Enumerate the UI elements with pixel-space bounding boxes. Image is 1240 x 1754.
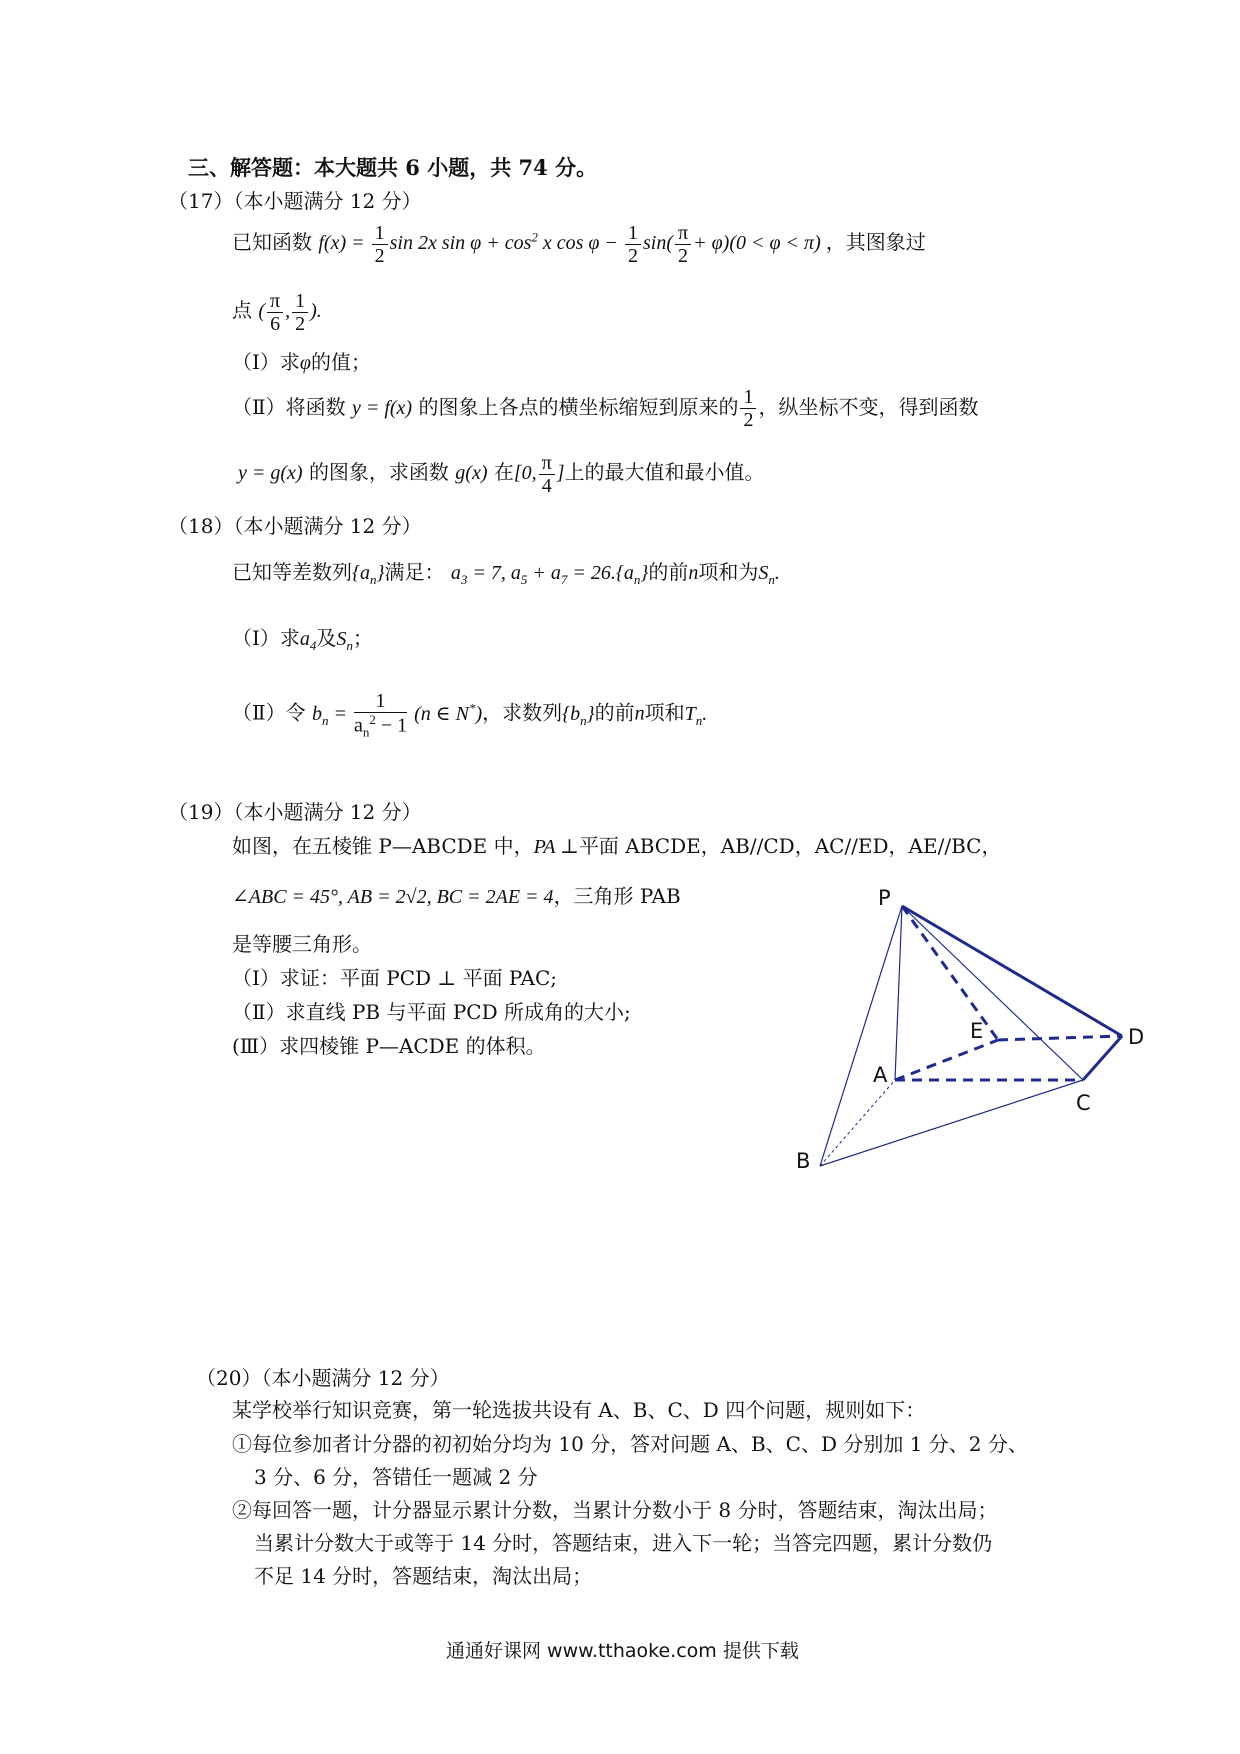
q20-rule2-line1: ②每回答一题，计分器显示累计分数，当累计分数小于 8 分时，答题结束，淘汰出局； bbox=[232, 1498, 998, 1522]
q17-part2-interval: [0, $\frac{\pi}{4}$ ] bbox=[513, 452, 565, 497]
q17-part2-y-eq-fx: y = f(x) bbox=[351, 397, 413, 419]
q17-part2-line1: （Ⅱ）将函数 y = f(x) 的图象上各点的横坐标缩短到原来的 $\frac{1}{2}$ ，纵坐标不变，得到函数 bbox=[232, 386, 979, 431]
q17-part2-c: ，纵坐标不变，得到函数 bbox=[758, 395, 979, 419]
q17-part2-d: 的图象，求函数 bbox=[308, 460, 449, 485]
edge-pa bbox=[895, 906, 902, 1080]
edge-bc bbox=[820, 1080, 1083, 1166]
q17-part2-y-eq-gx: y = g(x) bbox=[238, 462, 303, 485]
q17-header: （17）（本小题满分 12 分） bbox=[168, 189, 422, 213]
q19-intro bbox=[232, 834, 1001, 860]
q17-part1-prefix: （Ⅰ）求 bbox=[232, 350, 300, 374]
q17-part2-a: （Ⅱ）将函数 bbox=[232, 395, 346, 419]
label-d: D bbox=[1128, 1025, 1145, 1049]
edge-cd bbox=[1083, 1036, 1122, 1080]
q20-rule1-line2: 3 分、6 分，答错任一题减 2 分 bbox=[254, 1465, 538, 1489]
q18-part1-sn: $S_n$ bbox=[336, 628, 353, 653]
q18-part1-a: （Ⅰ）求 bbox=[232, 626, 300, 650]
q17-part2-line2 bbox=[238, 452, 765, 497]
q19-line3: 是等腰三角形。 bbox=[232, 932, 372, 956]
q18-intro-b: 满足： bbox=[384, 560, 445, 584]
q19-condition-formula: ∠ABC = 45°, AB = 2√2, BC = 2AE = 4 bbox=[232, 886, 554, 908]
q17-point-prefix: 点 bbox=[232, 298, 252, 323]
q19-cond-suffix: ，三角形 PAB bbox=[553, 884, 681, 908]
q17-point-formula: ( $\frac{\pi}{6}$ , $\frac{1}{2}$ ). bbox=[258, 290, 322, 335]
q19-pa-perp: PA ⊥ bbox=[533, 836, 579, 858]
q19-header: （19）（本小题满分 12 分） bbox=[168, 800, 422, 824]
q20-rule2-line3: 不足 14 分时，答题结束，淘汰出局； bbox=[254, 1564, 593, 1588]
q18-intro-d: 项和为 bbox=[698, 560, 759, 584]
footer-text: 通通好课网 www.tthaoke.com 提供下载 bbox=[446, 1640, 799, 1662]
q18-part2-a: （Ⅱ）令 bbox=[232, 700, 306, 725]
label-b: B bbox=[796, 1149, 811, 1173]
q20-rule1-line1: ①每位参加者计分器的初初始分均为 10 分，答对问题 A、B、C、D 分别加 1 分、2 分、 bbox=[232, 1432, 1028, 1456]
q17-intro-prefix: 已知函数 bbox=[232, 230, 312, 255]
label-p: P bbox=[878, 886, 891, 910]
edge-pb bbox=[820, 906, 902, 1166]
q18-intro-a: 已知等差数列 bbox=[232, 560, 352, 584]
q18-part1 bbox=[232, 626, 373, 654]
q17-function-formula: f(x) = $\frac{1}{2}$ sin 2x $\sin \varphi + \cos^2 x$ cos φ − $\frac{1}{2}$ sin( $\frac{\pi}{2}$ + φ)(0 < φ < π) bbox=[318, 222, 826, 267]
section-title: 三、解答题：本大题共 6 小题，共 74 分。 bbox=[188, 155, 598, 180]
edge-ba bbox=[820, 1080, 895, 1166]
q17-part2-gx: g(x) bbox=[455, 462, 488, 485]
q20-intro: 某学校举行知识竞赛，第一轮选拔共设有 A、B、C、D 四个问题，规则如下： bbox=[232, 1398, 926, 1422]
edge-ed bbox=[998, 1036, 1122, 1040]
q18-part1-c: ； bbox=[352, 626, 373, 650]
q17-part2-f: 上的最大值和最小值。 bbox=[564, 460, 765, 485]
q18-intro-c: 的前 bbox=[648, 560, 689, 584]
q19-intro-a: 如图，在五棱锥 P—ABCDE 中， bbox=[232, 834, 534, 858]
q18-a4: $a_4$ bbox=[299, 628, 317, 653]
q19-part2: （Ⅱ）求直线 PB 与平面 PCD 所成角的大小; bbox=[232, 1000, 631, 1024]
edge-ae bbox=[895, 1040, 998, 1080]
q18-intro: 已知等差数列$\{a_n\}$满足： $a_3 = 7$, $a_5 + a_7 = 26.\{a_n\}$的前n项和为$S_n$. bbox=[232, 560, 780, 587]
q20-header: （20）（本小题满分 12 分） bbox=[196, 1366, 450, 1390]
edge-pc bbox=[902, 906, 1083, 1080]
q18-part2: （Ⅱ）令 $b_n$ = $\frac{1}{a_n^2 - 1}$ (n ∈ N*)，求数列$\{b_n\}$的前n项和$T_n$. bbox=[232, 690, 708, 740]
q19-pyramid-figure bbox=[780, 870, 1160, 1190]
q18-tn: $T_n$. bbox=[684, 702, 708, 728]
q18-header: （18）（本小题满分 12 分） bbox=[168, 514, 422, 538]
q18-seq-bn: $\{b_n\}$ bbox=[562, 702, 595, 728]
q17-part1 bbox=[232, 350, 371, 376]
q18-seq-an: $\{a_n\}$ bbox=[352, 562, 385, 587]
q17-part2-e: 在 bbox=[493, 460, 514, 485]
q17-part1-phi: φ bbox=[299, 352, 311, 374]
label-a: A bbox=[873, 1063, 888, 1087]
q17-part2-b: 的图象上各点的横坐标缩短到原来的 bbox=[418, 395, 739, 419]
q17-point bbox=[232, 290, 322, 335]
q18-part1-b: 及 bbox=[316, 626, 337, 650]
q19-intro-b: 平面 ABCDE，AB//CD，AC//ED，AE//BC， bbox=[578, 834, 1002, 858]
q19-part3: (Ⅲ）求四棱锥 P—ACDE 的体积。 bbox=[232, 1034, 546, 1058]
q18-part2-c: 的前 bbox=[594, 700, 635, 725]
label-e: E bbox=[970, 1019, 984, 1043]
edge-pd bbox=[902, 906, 1122, 1036]
q17-part1-suffix: 的值； bbox=[310, 350, 371, 374]
label-c: C bbox=[1076, 1091, 1091, 1115]
q18-part2-d: 项和 bbox=[644, 700, 685, 725]
q18-bn-formula: $b_n$ = $\frac{1}{a_n^2 - 1}$ (n ∈ N*) bbox=[311, 690, 483, 740]
q19-conditions bbox=[232, 884, 681, 910]
q19-part1: （Ⅰ）求证：平面 PCD ⊥ 平面 PAC; bbox=[232, 966, 558, 990]
q17-intro-suffix: ，其图象过 bbox=[825, 230, 926, 255]
edge-pe bbox=[902, 906, 998, 1040]
q18-part2-b: ，求数列 bbox=[482, 700, 563, 725]
q17-intro bbox=[232, 222, 926, 267]
q20-rule2-line2: 当累计分数大于或等于 14 分时，答题结束，进入下一轮；当答完四题，累计分数仍 bbox=[254, 1531, 993, 1555]
q18-sn: $S_n$. bbox=[758, 562, 780, 587]
q18-conditions: $a_3 = 7$, $a_5 + a_7 = 26.\{a_n\}$ bbox=[450, 562, 649, 587]
